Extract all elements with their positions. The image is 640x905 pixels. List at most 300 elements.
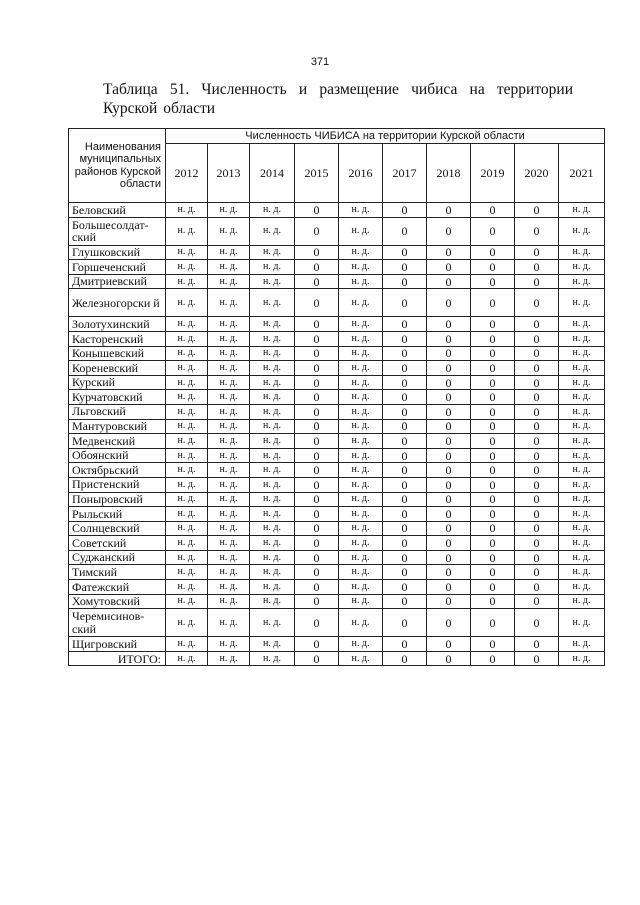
- count-cell: н. д.: [250, 375, 295, 390]
- year-header: 2021: [559, 144, 605, 203]
- count-cell: 0: [383, 536, 427, 551]
- region-name: Касторенский: [69, 331, 166, 346]
- count-cell: 0: [295, 361, 339, 376]
- count-cell: 0: [515, 404, 559, 419]
- count-cell: н. д.: [339, 477, 383, 492]
- table-row: [69, 637, 605, 652]
- count-cell: н. д.: [559, 245, 605, 260]
- table-row: [69, 477, 605, 492]
- region-name: Тимский: [69, 565, 166, 580]
- count-cell: н. д.: [166, 521, 208, 536]
- count-cell: н. д.: [250, 331, 295, 346]
- count-cell: н. д.: [339, 317, 383, 332]
- count-cell: н. д.: [559, 448, 605, 463]
- region-name: Солнцевский: [69, 521, 166, 536]
- count-cell: 0: [427, 245, 471, 260]
- count-cell: н. д.: [559, 477, 605, 492]
- count-cell: н. д.: [559, 507, 605, 522]
- region-name: Конышевский: [69, 346, 166, 361]
- count-cell: н. д.: [559, 419, 605, 434]
- count-cell: 0: [383, 203, 427, 218]
- count-cell: н. д.: [339, 448, 383, 463]
- count-cell: 0: [471, 375, 515, 390]
- table-row: [69, 565, 605, 580]
- count-cell: 0: [515, 346, 559, 361]
- count-cell: н. д.: [208, 550, 250, 565]
- count-cell: н. д.: [166, 594, 208, 609]
- table-row: [69, 419, 605, 434]
- count-cell: н. д.: [250, 203, 295, 218]
- count-cell: н. д.: [250, 580, 295, 595]
- count-cell: н. д.: [250, 289, 295, 317]
- count-cell: 0: [383, 260, 427, 275]
- count-cell: 0: [471, 550, 515, 565]
- table-row: [69, 609, 605, 637]
- count-cell: н. д.: [166, 434, 208, 449]
- count-cell: н. д.: [250, 419, 295, 434]
- count-cell: н. д.: [559, 289, 605, 317]
- count-cell: 0: [515, 217, 559, 245]
- count-cell: 0: [383, 463, 427, 478]
- count-cell: 0: [295, 260, 339, 275]
- count-cell: 0: [295, 580, 339, 595]
- count-cell: 0: [515, 361, 559, 376]
- count-cell: 0: [295, 434, 339, 449]
- count-cell: 0: [383, 637, 427, 652]
- count-cell: н. д.: [208, 390, 250, 405]
- count-cell: 0: [383, 317, 427, 332]
- count-cell: н. д.: [559, 550, 605, 565]
- count-cell: 0: [427, 609, 471, 637]
- count-cell: н. д.: [166, 565, 208, 580]
- table-row: [69, 346, 605, 361]
- count-cell: 0: [515, 609, 559, 637]
- count-cell: н. д.: [559, 609, 605, 637]
- region-name: Советский: [69, 536, 166, 551]
- count-cell: н. д.: [339, 637, 383, 652]
- count-cell: н. д.: [250, 217, 295, 245]
- count-cell: н. д.: [208, 536, 250, 551]
- count-cell: 0: [515, 434, 559, 449]
- count-cell: н. д.: [339, 331, 383, 346]
- count-cell: 0: [427, 594, 471, 609]
- count-cell: 0: [471, 390, 515, 405]
- count-cell: 0: [515, 331, 559, 346]
- count-cell: н. д.: [559, 536, 605, 551]
- region-name: Беловский: [69, 203, 166, 218]
- region-name: Горшеченский: [69, 260, 166, 275]
- count-cell: н. д.: [339, 550, 383, 565]
- count-cell: 0: [471, 289, 515, 317]
- count-cell: н. д.: [559, 434, 605, 449]
- count-cell: 0: [515, 260, 559, 275]
- count-cell: 0: [427, 331, 471, 346]
- table-caption: [103, 80, 573, 118]
- count-cell: н. д.: [250, 317, 295, 332]
- count-cell: н. д.: [250, 637, 295, 652]
- region-name: Хомутовский: [69, 594, 166, 609]
- count-cell: 0: [295, 550, 339, 565]
- count-cell: н. д.: [166, 550, 208, 565]
- count-cell: 0: [515, 419, 559, 434]
- count-cell: н. д.: [250, 594, 295, 609]
- count-cell: 0: [471, 651, 515, 666]
- count-cell: 0: [471, 609, 515, 637]
- count-cell: н. д.: [166, 375, 208, 390]
- count-cell: н. д.: [339, 375, 383, 390]
- count-cell: 0: [427, 317, 471, 332]
- count-cell: 0: [515, 507, 559, 522]
- count-cell: 0: [295, 390, 339, 405]
- count-cell: 0: [383, 565, 427, 580]
- table-row: [69, 390, 605, 405]
- count-cell: 0: [383, 477, 427, 492]
- count-cell: н. д.: [250, 463, 295, 478]
- count-cell: 0: [427, 550, 471, 565]
- count-cell: 0: [383, 550, 427, 565]
- count-cell: н. д.: [559, 492, 605, 507]
- table-row: [69, 245, 605, 260]
- count-cell: 0: [427, 448, 471, 463]
- count-cell: н. д.: [339, 434, 383, 449]
- table-row: [69, 260, 605, 275]
- count-cell: 0: [471, 492, 515, 507]
- count-cell: 0: [295, 477, 339, 492]
- count-cell: 0: [427, 492, 471, 507]
- count-cell: 0: [471, 434, 515, 449]
- region-name: Кореневский: [69, 361, 166, 376]
- count-cell: 0: [427, 274, 471, 289]
- count-cell: 0: [295, 492, 339, 507]
- count-cell: 0: [427, 419, 471, 434]
- count-cell: н. д.: [250, 492, 295, 507]
- count-cell: н. д.: [250, 274, 295, 289]
- count-cell: 0: [471, 274, 515, 289]
- region-name: Большесолдат-ский: [69, 217, 166, 245]
- count-cell: н. д.: [166, 580, 208, 595]
- count-cell: н. д.: [208, 637, 250, 652]
- count-cell: 0: [427, 477, 471, 492]
- year-header: 2013: [208, 144, 250, 203]
- count-cell: 0: [295, 317, 339, 332]
- count-cell: н. д.: [208, 404, 250, 419]
- year-header: 2016: [339, 144, 383, 203]
- count-cell: 0: [471, 477, 515, 492]
- count-cell: 0: [471, 317, 515, 332]
- table-row: [69, 580, 605, 595]
- count-cell: н. д.: [166, 507, 208, 522]
- year-header: 2017: [383, 144, 427, 203]
- count-cell: н. д.: [166, 492, 208, 507]
- count-cell: 0: [471, 507, 515, 522]
- table-header: [69, 129, 605, 203]
- year-header: 2012: [166, 144, 208, 203]
- table-row: [69, 361, 605, 376]
- count-cell: 0: [427, 390, 471, 405]
- birds-count-table: [68, 128, 605, 666]
- count-cell: н. д.: [339, 507, 383, 522]
- region-name: Золотухинский: [69, 317, 166, 332]
- count-cell: н. д.: [208, 594, 250, 609]
- region-name: Поныровский: [69, 492, 166, 507]
- region-name: Курчатовский: [69, 390, 166, 405]
- count-cell: н. д.: [166, 317, 208, 332]
- region-name: Черемисинов-ский: [69, 609, 166, 637]
- count-cell: 0: [515, 477, 559, 492]
- count-cell: н. д.: [559, 260, 605, 275]
- count-cell: н. д.: [339, 580, 383, 595]
- region-name: Пристенский: [69, 477, 166, 492]
- count-group-header: Численность ЧИБИСА на территории Курской области: [166, 129, 605, 144]
- count-cell: 0: [471, 565, 515, 580]
- count-cell: 0: [383, 419, 427, 434]
- count-cell: 0: [383, 651, 427, 666]
- count-cell: 0: [515, 651, 559, 666]
- count-cell: н. д.: [208, 580, 250, 595]
- count-cell: н. д.: [208, 507, 250, 522]
- count-cell: 0: [383, 609, 427, 637]
- count-cell: н. д.: [250, 361, 295, 376]
- count-cell: н. д.: [559, 203, 605, 218]
- table-row: [69, 274, 605, 289]
- count-cell: н. д.: [166, 361, 208, 376]
- count-cell: 0: [515, 245, 559, 260]
- count-cell: 0: [471, 521, 515, 536]
- region-name: Курский: [69, 375, 166, 390]
- count-cell: н. д.: [339, 274, 383, 289]
- count-cell: н. д.: [559, 217, 605, 245]
- region-name: Дмитриевский: [69, 274, 166, 289]
- count-cell: 0: [515, 203, 559, 218]
- count-cell: н. д.: [559, 331, 605, 346]
- count-cell: н. д.: [250, 477, 295, 492]
- count-cell: 0: [471, 419, 515, 434]
- count-cell: н. д.: [339, 404, 383, 419]
- count-cell: 0: [383, 245, 427, 260]
- count-cell: 0: [471, 217, 515, 245]
- count-cell: н. д.: [166, 245, 208, 260]
- count-cell: н. д.: [250, 245, 295, 260]
- count-cell: 0: [427, 361, 471, 376]
- count-cell: 0: [295, 245, 339, 260]
- count-cell: н. д.: [339, 521, 383, 536]
- count-cell: н. д.: [208, 361, 250, 376]
- count-cell: 0: [295, 448, 339, 463]
- count-cell: 0: [515, 274, 559, 289]
- count-cell: н. д.: [208, 331, 250, 346]
- year-header: 2018: [427, 144, 471, 203]
- count-cell: н. д.: [208, 492, 250, 507]
- count-cell: 0: [295, 565, 339, 580]
- count-cell: 0: [295, 521, 339, 536]
- count-cell: 0: [471, 361, 515, 376]
- region-column-header: Наименования муниципальных районов Курской области: [69, 129, 166, 203]
- count-cell: н. д.: [166, 536, 208, 551]
- count-cell: н. д.: [339, 609, 383, 637]
- count-cell: н. д.: [208, 419, 250, 434]
- count-cell: н. д.: [208, 289, 250, 317]
- count-cell: 0: [427, 289, 471, 317]
- count-cell: 0: [295, 651, 339, 666]
- count-cell: н. д.: [208, 346, 250, 361]
- table-row: [69, 289, 605, 317]
- count-cell: 0: [515, 536, 559, 551]
- count-cell: 0: [295, 203, 339, 218]
- table-row: [69, 434, 605, 449]
- count-cell: 0: [471, 346, 515, 361]
- count-cell: н. д.: [250, 346, 295, 361]
- count-cell: н. д.: [250, 536, 295, 551]
- count-cell: 0: [383, 521, 427, 536]
- count-cell: н. д.: [166, 390, 208, 405]
- count-cell: н. д.: [250, 651, 295, 666]
- count-cell: 0: [427, 404, 471, 419]
- count-cell: н. д.: [208, 203, 250, 218]
- header-row-group: [69, 129, 605, 144]
- count-cell: н. д.: [208, 521, 250, 536]
- count-cell: н. д.: [166, 274, 208, 289]
- count-cell: н. д.: [559, 404, 605, 419]
- table-row: [69, 203, 605, 218]
- count-cell: 0: [383, 580, 427, 595]
- count-cell: 0: [427, 521, 471, 536]
- table-body: [69, 203, 605, 666]
- count-cell: н. д.: [250, 550, 295, 565]
- count-cell: н. д.: [250, 565, 295, 580]
- count-cell: н. д.: [339, 289, 383, 317]
- count-cell: 0: [295, 217, 339, 245]
- table-row: [69, 536, 605, 551]
- count-cell: 0: [383, 507, 427, 522]
- count-cell: 0: [515, 565, 559, 580]
- count-cell: 0: [515, 448, 559, 463]
- table-row: [69, 331, 605, 346]
- table-row: [69, 550, 605, 565]
- count-cell: н. д.: [166, 419, 208, 434]
- count-cell: 0: [515, 550, 559, 565]
- count-cell: 0: [427, 536, 471, 551]
- count-cell: 0: [471, 594, 515, 609]
- region-name: Железногорски й: [69, 289, 166, 317]
- count-cell: н. д.: [559, 361, 605, 376]
- count-cell: н. д.: [559, 521, 605, 536]
- count-cell: н. д.: [339, 217, 383, 245]
- count-cell: н. д.: [166, 260, 208, 275]
- count-cell: н. д.: [559, 346, 605, 361]
- count-cell: н. д.: [208, 434, 250, 449]
- count-cell: н. д.: [250, 609, 295, 637]
- count-cell: н. д.: [339, 594, 383, 609]
- count-cell: н. д.: [208, 245, 250, 260]
- count-cell: н. д.: [339, 463, 383, 478]
- table-row: [69, 448, 605, 463]
- count-cell: 0: [515, 390, 559, 405]
- year-header: 2020: [515, 144, 559, 203]
- count-cell: н. д.: [208, 463, 250, 478]
- region-name: Мантуровский: [69, 419, 166, 434]
- count-cell: 0: [295, 419, 339, 434]
- count-cell: 0: [383, 390, 427, 405]
- count-cell: 0: [295, 463, 339, 478]
- table-row: [69, 594, 605, 609]
- count-cell: 0: [515, 594, 559, 609]
- count-cell: 0: [471, 580, 515, 595]
- count-cell: 0: [427, 217, 471, 245]
- count-cell: 0: [383, 331, 427, 346]
- count-cell: н. д.: [166, 289, 208, 317]
- count-cell: 0: [383, 346, 427, 361]
- count-cell: 0: [515, 463, 559, 478]
- count-cell: 0: [295, 346, 339, 361]
- count-cell: 0: [295, 507, 339, 522]
- count-cell: 0: [471, 448, 515, 463]
- table-row: [69, 507, 605, 522]
- count-cell: н. д.: [208, 477, 250, 492]
- count-cell: н. д.: [339, 203, 383, 218]
- count-cell: 0: [427, 507, 471, 522]
- count-cell: 0: [383, 434, 427, 449]
- count-cell: н. д.: [250, 521, 295, 536]
- total-label: ИТОГО:: [69, 651, 166, 666]
- count-cell: 0: [383, 492, 427, 507]
- count-cell: 0: [383, 404, 427, 419]
- count-cell: 0: [471, 536, 515, 551]
- count-cell: н. д.: [559, 580, 605, 595]
- count-cell: н. д.: [208, 651, 250, 666]
- count-cell: 0: [295, 536, 339, 551]
- count-cell: н. д.: [559, 651, 605, 666]
- table-row: [69, 463, 605, 478]
- count-cell: 0: [427, 375, 471, 390]
- count-cell: 0: [427, 637, 471, 652]
- count-cell: н. д.: [559, 594, 605, 609]
- count-cell: 0: [471, 637, 515, 652]
- count-cell: н. д.: [559, 317, 605, 332]
- count-cell: н. д.: [208, 317, 250, 332]
- total-row: [69, 651, 605, 666]
- count-cell: н. д.: [339, 651, 383, 666]
- count-cell: н. д.: [208, 609, 250, 637]
- count-cell: 0: [295, 609, 339, 637]
- count-cell: н. д.: [166, 331, 208, 346]
- count-cell: 0: [471, 331, 515, 346]
- count-cell: н. д.: [208, 274, 250, 289]
- count-cell: 0: [295, 594, 339, 609]
- count-cell: 0: [427, 260, 471, 275]
- count-cell: н. д.: [166, 448, 208, 463]
- count-cell: 0: [471, 404, 515, 419]
- count-cell: н. д.: [339, 245, 383, 260]
- count-cell: 0: [515, 289, 559, 317]
- caption-text: Таблица 51. Численность и размещение чибиса на территории Курской области: [103, 81, 573, 117]
- count-cell: н. д.: [166, 203, 208, 218]
- region-name: Октябрьский: [69, 463, 166, 478]
- count-cell: 0: [383, 217, 427, 245]
- count-cell: 0: [383, 361, 427, 376]
- count-cell: н. д.: [339, 492, 383, 507]
- count-cell: 0: [515, 317, 559, 332]
- count-cell: 0: [427, 346, 471, 361]
- count-cell: 0: [427, 203, 471, 218]
- count-cell: н. д.: [166, 404, 208, 419]
- count-cell: н. д.: [166, 637, 208, 652]
- count-cell: 0: [383, 594, 427, 609]
- count-cell: н. д.: [339, 390, 383, 405]
- count-cell: 0: [427, 580, 471, 595]
- count-cell: н. д.: [250, 507, 295, 522]
- count-cell: 0: [515, 637, 559, 652]
- count-cell: н. д.: [166, 346, 208, 361]
